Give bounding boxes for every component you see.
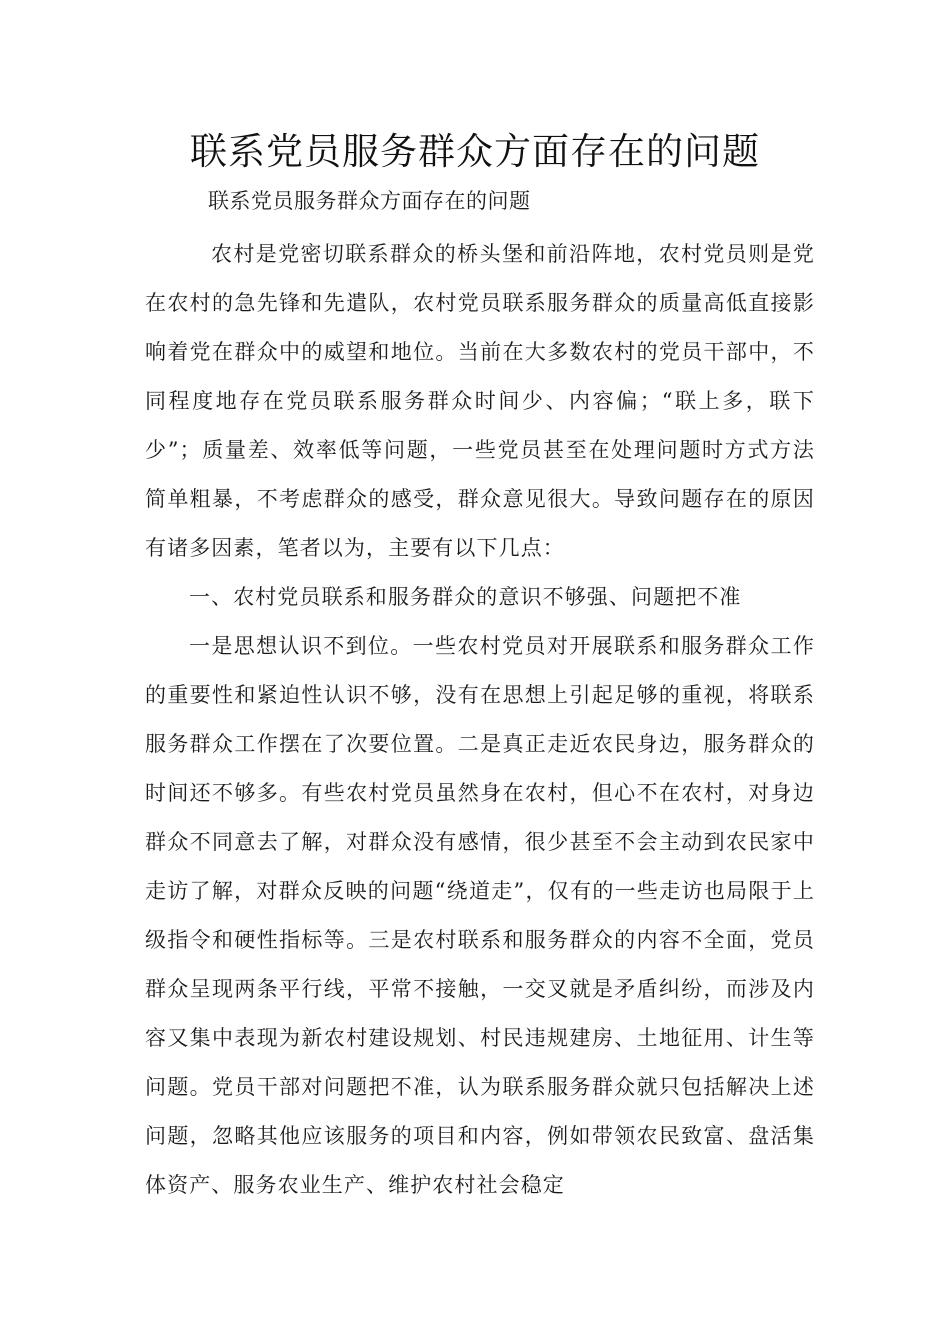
document-title: 联系党员服务群众方面存在的问题: [190, 130, 760, 173]
section-heading-1: 一、农村党员联系和服务群众的意识不够强、问题把不准: [189, 585, 742, 609]
document-subtitle: 联系党员服务群众方面存在的问题: [208, 189, 531, 213]
paragraph-section-1: 一是思想认识不到位。一些农村党员对开展联系和服务群众工作的重要性和紧迫性认识不够，没有在思想上引起足够的重视，将联系服务群众工作摆在了次要位置。二是真正走近农民身边，服务群众的时间还不够多。有些农村党员虽然身在农村，但心不在农村，对身边群众不同意去了解，对群众没有感情，很少甚至不会主动到农民家中走访了解，对群众反映的问题“绕道走”，仅有的一些走访也局限于上级指令和硬性指标等。三是农村联系和服务群众的内容不全面，党员群众呈现两条平行线，平常不接触，一交叉就是矛盾纠纷，而涉及内容又集中表现为新农村建设规划、村民违规建房、土地征用、计生等问题。党员干部对问题把不准，认为联系服务群众就只包括解决上述问题，忽略其他应该服务的项目和内容，例如带领农民致富、盘活集体资产、服务农业生产、维护农村社会稳定: [145, 634, 815, 1197]
document-body: [145, 178, 815, 1210]
paragraph-intro: 农村是党密切联系群众的桥头堡和前沿阵地，农村党员则是党在农村的急先锋和先遣队，农村党员联系服务群众的质量高低直接影响着党在群众中的威望和地位。当前在大多数农村的党员干部中，不同程度地存在党员联系服务群众时间少、内容偏；“联上多，联下少”；质量差、效率低等问题，一些党员甚至在处理问题时方式方法简单粗暴，不考虑群众的感受，群众意见很大。导致问题存在的原因有诸多因素，笔者以为，主要有以下几点：: [145, 242, 815, 560]
